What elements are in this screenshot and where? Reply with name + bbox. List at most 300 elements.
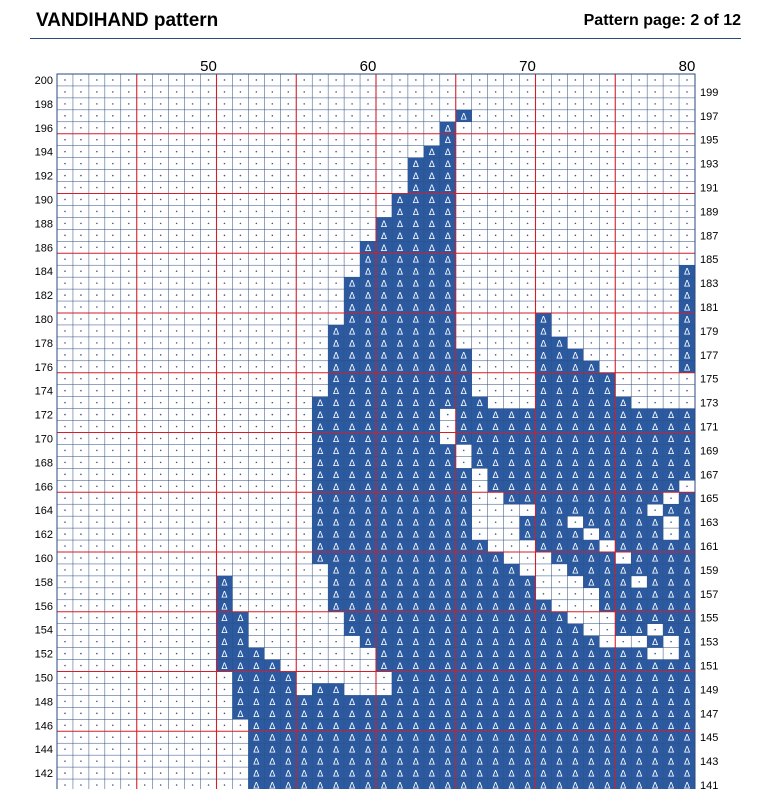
empty-cell-dot — [176, 569, 178, 571]
empty-cell-dot — [240, 438, 242, 440]
row-label-left: 152 — [34, 648, 53, 661]
triangle-symbol: Δ — [683, 566, 691, 577]
empty-cell-dot — [176, 258, 178, 260]
empty-cell-dot — [208, 175, 210, 177]
empty-cell-dot — [176, 462, 178, 464]
triangle-symbol: Δ — [428, 399, 435, 410]
triangle-symbol: Δ — [412, 638, 419, 649]
empty-cell-dot — [160, 617, 162, 619]
empty-cell-dot — [303, 689, 305, 691]
triangle-symbol: Δ — [556, 650, 563, 661]
empty-cell-dot — [80, 772, 82, 774]
empty-cell-dot — [272, 533, 274, 535]
empty-cell-dot — [527, 79, 529, 81]
empty-cell-dot — [527, 378, 529, 380]
empty-cell-dot — [591, 199, 593, 201]
triangle-symbol: Δ — [588, 411, 595, 422]
empty-cell-dot — [96, 151, 98, 153]
empty-cell-dot — [606, 103, 608, 105]
triangle-symbol: Δ — [380, 387, 388, 398]
triangle-symbol: Δ — [444, 518, 451, 529]
empty-cell-dot — [319, 330, 321, 332]
triangle-symbol: Δ — [476, 650, 483, 661]
triangle-symbol: Δ — [556, 351, 563, 362]
empty-cell-dot — [112, 677, 114, 679]
empty-cell-dot — [80, 724, 82, 726]
triangle-symbol: Δ — [444, 650, 451, 661]
triangle-symbol: Δ — [444, 542, 451, 553]
empty-cell-dot — [383, 151, 385, 153]
empty-cell-dot — [479, 294, 481, 296]
empty-cell-dot — [287, 294, 289, 296]
triangle-symbol: Δ — [333, 411, 340, 422]
triangle-symbol: Δ — [428, 626, 435, 637]
empty-cell-dot — [224, 509, 226, 511]
empty-cell-dot — [272, 474, 274, 476]
triangle-symbol: Δ — [572, 733, 579, 744]
empty-cell-dot — [160, 115, 162, 117]
empty-cell-dot — [559, 223, 561, 225]
triangle-symbol: Δ — [524, 446, 531, 457]
triangle-symbol: Δ — [460, 638, 467, 649]
empty-cell-dot — [80, 665, 82, 667]
empty-cell-dot — [112, 294, 114, 296]
empty-cell-dot — [272, 127, 274, 129]
empty-cell-dot — [80, 474, 82, 476]
triangle-symbol: Δ — [556, 626, 563, 637]
empty-cell-dot — [287, 115, 289, 117]
triangle-symbol: Δ — [444, 566, 451, 577]
empty-cell-dot — [144, 270, 146, 272]
triangle-symbol: Δ — [460, 434, 467, 445]
empty-cell-dot — [319, 342, 321, 344]
empty-cell-dot — [176, 79, 178, 81]
triangle-symbol: Δ — [380, 231, 388, 242]
triangle-symbol: Δ — [444, 363, 451, 374]
empty-cell-dot — [543, 235, 545, 237]
empty-cell-dot — [80, 390, 82, 392]
empty-cell-dot — [96, 306, 98, 308]
empty-cell-dot — [176, 163, 178, 165]
triangle-symbol: Δ — [396, 709, 404, 720]
triangle-symbol: Δ — [444, 781, 451, 789]
triangle-symbol: Δ — [396, 375, 404, 386]
empty-cell-dot — [224, 199, 226, 201]
triangle-symbol: Δ — [476, 614, 483, 625]
empty-cell-dot — [527, 163, 529, 165]
triangle-symbol: Δ — [333, 351, 340, 362]
empty-cell-dot — [240, 724, 242, 726]
triangle-symbol: Δ — [652, 733, 659, 744]
triangle-symbol: Δ — [604, 482, 611, 493]
triangle-symbol: Δ — [396, 207, 404, 218]
triangle-symbol: Δ — [556, 542, 563, 553]
triangle-symbol: Δ — [508, 733, 515, 744]
empty-cell-dot — [240, 605, 242, 607]
empty-cell-dot — [80, 581, 82, 583]
triangle-symbol: Δ — [588, 399, 595, 410]
empty-cell-dot — [96, 378, 98, 380]
empty-cell-dot — [224, 569, 226, 571]
empty-cell-dot — [622, 163, 624, 165]
triangle-symbol: Δ — [683, 733, 691, 744]
triangle-symbol: Δ — [556, 673, 563, 684]
triangle-symbol: Δ — [333, 578, 340, 589]
triangle-symbol: Δ — [524, 482, 531, 493]
empty-cell-dot — [527, 91, 529, 93]
empty-cell-dot — [303, 569, 305, 571]
triangle-symbol: Δ — [620, 530, 627, 541]
triangle-symbol: Δ — [636, 566, 643, 577]
empty-cell-dot — [272, 342, 274, 344]
triangle-symbol: Δ — [460, 590, 467, 601]
empty-cell-dot — [543, 294, 545, 296]
empty-cell-dot — [303, 521, 305, 523]
empty-cell-dot — [64, 91, 66, 93]
triangle-symbol: Δ — [364, 745, 372, 756]
triangle-symbol: Δ — [604, 530, 611, 541]
empty-cell-dot — [479, 139, 481, 141]
empty-cell-dot — [192, 139, 194, 141]
empty-cell-dot — [160, 199, 162, 201]
triangle-symbol: Δ — [460, 423, 467, 433]
triangle-symbol: Δ — [412, 423, 419, 433]
triangle-symbol: Δ — [620, 721, 627, 732]
empty-cell-dot — [654, 270, 656, 272]
triangle-symbol: Δ — [652, 662, 659, 672]
triangle-symbol: Δ — [524, 662, 531, 672]
triangle-symbol: Δ — [620, 399, 627, 410]
empty-cell-dot — [335, 211, 337, 213]
empty-cell-dot — [240, 79, 242, 81]
empty-cell-dot — [543, 79, 545, 81]
empty-cell-dot — [208, 485, 210, 487]
empty-cell-dot — [303, 462, 305, 464]
empty-cell-dot — [112, 545, 114, 547]
empty-cell-dot — [256, 366, 258, 368]
empty-cell-dot — [192, 127, 194, 129]
empty-cell-dot — [575, 593, 577, 595]
empty-cell-dot — [128, 438, 130, 440]
empty-cell-dot — [112, 701, 114, 703]
empty-cell-dot — [527, 569, 529, 571]
empty-cell-dot — [208, 724, 210, 726]
triangle-symbol: Δ — [667, 685, 675, 696]
empty-cell-dot — [559, 294, 561, 296]
row-label-right: 179 — [700, 325, 719, 338]
triangle-symbol: Δ — [508, 566, 515, 577]
triangle-symbol: Δ — [428, 219, 435, 230]
triangle-symbol: Δ — [572, 434, 579, 445]
empty-cell-dot — [559, 318, 561, 320]
triangle-symbol: Δ — [269, 721, 276, 732]
triangle-symbol: Δ — [412, 279, 419, 290]
empty-cell-dot — [96, 103, 98, 105]
empty-cell-dot — [128, 641, 130, 643]
empty-cell-dot — [559, 593, 561, 595]
row-label-right: 151 — [700, 660, 719, 673]
triangle-symbol: Δ — [317, 721, 324, 732]
empty-cell-dot — [319, 127, 321, 129]
triangle-symbol: Δ — [524, 458, 531, 469]
empty-cell-dot — [256, 211, 258, 213]
triangle-symbol: Δ — [348, 387, 356, 398]
empty-cell-dot — [144, 342, 146, 344]
triangle-symbol: Δ — [396, 757, 404, 768]
empty-cell-dot — [670, 318, 672, 320]
empty-cell-dot — [272, 509, 274, 511]
empty-cell-dot — [399, 139, 401, 141]
empty-cell-dot — [176, 724, 178, 726]
empty-cell-dot — [112, 103, 114, 105]
empty-cell-dot — [64, 402, 66, 404]
empty-cell-dot — [638, 390, 640, 392]
empty-cell-dot — [144, 103, 146, 105]
empty-cell-dot — [527, 330, 529, 332]
triangle-symbol: Δ — [396, 446, 404, 457]
empty-cell-dot — [670, 223, 672, 225]
empty-cell-dot — [367, 139, 369, 141]
row-label-left: 196 — [34, 122, 53, 135]
empty-cell-dot — [303, 246, 305, 248]
triangle-symbol: Δ — [412, 303, 419, 314]
triangle-symbol: Δ — [412, 578, 419, 589]
triangle-symbol: Δ — [396, 243, 404, 254]
triangle-symbol: Δ — [348, 303, 356, 314]
row-label-left: 162 — [34, 529, 53, 542]
empty-cell-dot — [559, 581, 561, 583]
empty-cell-dot — [654, 79, 656, 81]
page-header — [0, 0, 784, 40]
triangle-symbol: Δ — [412, 769, 419, 780]
triangle-symbol: Δ — [253, 781, 260, 789]
triangle-symbol: Δ — [348, 721, 356, 732]
empty-cell-dot — [303, 593, 305, 595]
empty-cell-dot — [287, 211, 289, 213]
triangle-symbol: Δ — [428, 494, 435, 505]
empty-cell-dot — [80, 187, 82, 189]
triangle-symbol: Δ — [396, 351, 404, 362]
triangle-symbol: Δ — [476, 434, 483, 445]
triangle-symbol: Δ — [237, 650, 244, 661]
empty-cell-dot — [686, 127, 688, 129]
triangle-symbol: Δ — [364, 291, 372, 302]
triangle-symbol: Δ — [396, 470, 404, 481]
triangle-symbol: Δ — [508, 721, 515, 732]
triangle-symbol: Δ — [348, 434, 356, 445]
triangle-symbol: Δ — [444, 231, 451, 242]
empty-cell-dot — [208, 533, 210, 535]
empty-cell-dot — [176, 497, 178, 499]
triangle-symbol: Δ — [428, 339, 435, 350]
empty-cell-dot — [303, 127, 305, 129]
empty-cell-dot — [606, 629, 608, 631]
triangle-symbol: Δ — [620, 626, 627, 637]
triangle-symbol: Δ — [380, 697, 388, 708]
empty-cell-dot — [224, 402, 226, 404]
empty-cell-dot — [176, 402, 178, 404]
empty-cell-dot — [638, 163, 640, 165]
empty-cell-dot — [224, 270, 226, 272]
empty-cell-dot — [367, 115, 369, 117]
empty-cell-dot — [80, 414, 82, 416]
empty-cell-dot — [256, 199, 258, 201]
empty-cell-dot — [511, 270, 513, 272]
triangle-symbol: Δ — [333, 423, 340, 433]
triangle-symbol: Δ — [460, 769, 467, 780]
triangle-symbol: Δ — [221, 614, 228, 625]
triangle-symbol: Δ — [588, 387, 595, 398]
empty-cell-dot — [463, 103, 465, 105]
empty-cell-dot — [463, 462, 465, 464]
triangle-symbol: Δ — [556, 530, 563, 541]
triangle-symbol: Δ — [667, 709, 675, 720]
empty-cell-dot — [606, 199, 608, 201]
triangle-symbol: Δ — [604, 757, 611, 768]
triangle-symbol: Δ — [460, 506, 467, 517]
triangle-symbol: Δ — [508, 578, 515, 589]
triangle-symbol: Δ — [636, 423, 643, 433]
empty-cell-dot — [96, 474, 98, 476]
empty-cell-dot — [367, 103, 369, 105]
empty-cell-dot — [240, 533, 242, 535]
empty-cell-dot — [192, 235, 194, 237]
empty-cell-dot — [351, 139, 353, 141]
triangle-symbol: Δ — [412, 327, 419, 338]
empty-cell-dot — [654, 342, 656, 344]
triangle-symbol: Δ — [508, 697, 515, 708]
triangle-symbol: Δ — [412, 231, 419, 242]
empty-cell-dot — [367, 163, 369, 165]
empty-cell-dot — [399, 127, 401, 129]
empty-cell-dot — [112, 187, 114, 189]
empty-cell-dot — [479, 533, 481, 535]
triangle-symbol: Δ — [540, 614, 547, 625]
empty-cell-dot — [224, 258, 226, 260]
empty-cell-dot — [622, 91, 624, 93]
empty-cell-dot — [128, 246, 130, 248]
empty-cell-dot — [64, 390, 66, 392]
triangle-symbol: Δ — [540, 315, 547, 326]
empty-cell-dot — [335, 103, 337, 105]
empty-cell-dot — [479, 246, 481, 248]
triangle-symbol: Δ — [333, 446, 340, 457]
triangle-symbol: Δ — [524, 733, 531, 744]
empty-cell-dot — [112, 175, 114, 177]
empty-cell-dot — [303, 665, 305, 667]
empty-cell-dot — [415, 127, 417, 129]
empty-cell-dot — [511, 354, 513, 356]
empty-cell-dot — [96, 653, 98, 655]
empty-cell-dot — [80, 462, 82, 464]
triangle-symbol: Δ — [364, 542, 372, 553]
empty-cell-dot — [351, 187, 353, 189]
triangle-symbol: Δ — [604, 685, 611, 696]
triangle-symbol: Δ — [428, 506, 435, 517]
empty-cell-dot — [144, 545, 146, 547]
triangle-symbol: Δ — [667, 578, 675, 589]
triangle-symbol: Δ — [285, 721, 292, 732]
empty-cell-dot — [670, 282, 672, 284]
empty-cell-dot — [224, 557, 226, 559]
empty-cell-dot — [383, 689, 385, 691]
empty-cell-dot — [303, 617, 305, 619]
empty-cell-dot — [495, 306, 497, 308]
empty-cell-dot — [495, 545, 497, 547]
empty-cell-dot — [176, 139, 178, 141]
empty-cell-dot — [256, 545, 258, 547]
triangle-symbol: Δ — [412, 207, 419, 218]
empty-cell-dot — [511, 223, 513, 225]
empty-cell-dot — [303, 402, 305, 404]
triangle-symbol: Δ — [333, 554, 340, 565]
triangle-symbol: Δ — [333, 494, 340, 505]
empty-cell-dot — [622, 187, 624, 189]
triangle-symbol: Δ — [588, 662, 595, 672]
triangle-symbol: Δ — [364, 566, 372, 577]
empty-cell-dot — [272, 569, 274, 571]
triangle-symbol: Δ — [428, 673, 435, 684]
triangle-symbol: Δ — [221, 638, 228, 649]
triangle-symbol: Δ — [412, 160, 419, 171]
empty-cell-dot — [511, 79, 513, 81]
triangle-symbol: Δ — [588, 542, 595, 553]
triangle-symbol: Δ — [667, 470, 675, 481]
triangle-symbol: Δ — [364, 446, 372, 457]
empty-cell-dot — [144, 426, 146, 428]
empty-cell-dot — [64, 426, 66, 428]
empty-cell-dot — [527, 557, 529, 559]
triangle-symbol: Δ — [364, 709, 372, 720]
empty-cell-dot — [224, 318, 226, 320]
triangle-symbol: Δ — [652, 494, 659, 505]
empty-cell-dot — [335, 270, 337, 272]
empty-cell-dot — [351, 91, 353, 93]
empty-cell-dot — [64, 270, 66, 272]
empty-cell-dot — [543, 187, 545, 189]
empty-cell-dot — [176, 294, 178, 296]
empty-cell-dot — [160, 390, 162, 392]
empty-cell-dot — [80, 294, 82, 296]
triangle-symbol: Δ — [396, 602, 404, 613]
triangle-symbol: Δ — [683, 650, 691, 661]
triangle-symbol: Δ — [636, 470, 643, 481]
triangle-symbol: Δ — [364, 602, 372, 613]
chart-cells — [64, 79, 695, 789]
empty-cell-dot — [670, 235, 672, 237]
empty-cell-dot — [208, 605, 210, 607]
triangle-symbol: Δ — [683, 554, 691, 565]
empty-cell-dot — [511, 175, 513, 177]
triangle-symbol: Δ — [380, 506, 388, 517]
triangle-symbol: Δ — [588, 482, 595, 493]
empty-cell-dot — [256, 282, 258, 284]
empty-cell-dot — [495, 258, 497, 260]
empty-cell-dot — [272, 617, 274, 619]
triangle-symbol: Δ — [364, 434, 372, 445]
empty-cell-dot — [80, 402, 82, 404]
empty-cell-dot — [479, 521, 481, 523]
empty-cell-dot — [128, 306, 130, 308]
empty-cell-dot — [543, 306, 545, 308]
empty-cell-dot — [240, 306, 242, 308]
empty-cell-dot — [112, 653, 114, 655]
empty-cell-dot — [351, 641, 353, 643]
empty-cell-dot — [192, 246, 194, 248]
triangle-symbol: Δ — [348, 781, 356, 789]
empty-cell-dot — [128, 115, 130, 117]
empty-cell-dot — [654, 306, 656, 308]
